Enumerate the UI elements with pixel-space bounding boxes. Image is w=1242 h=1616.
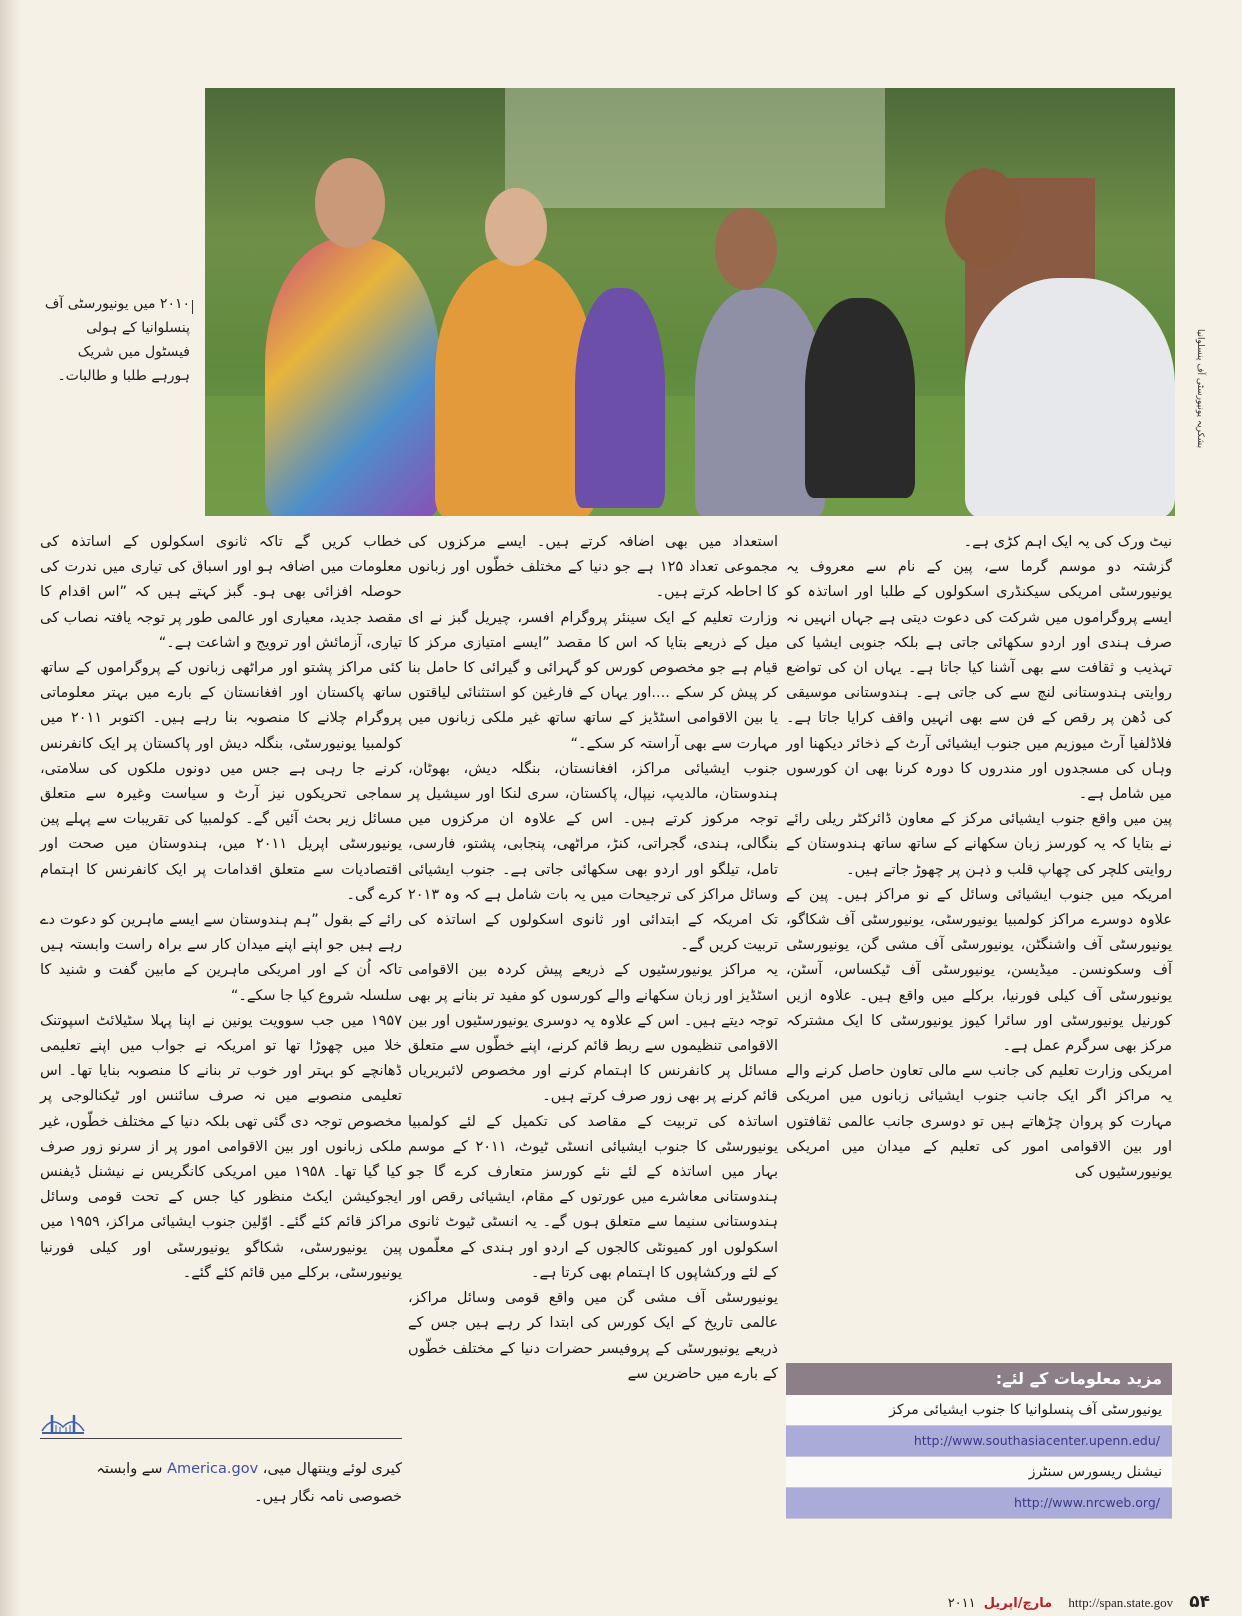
caption-pointer [192,300,193,314]
paragraph: گزشتہ دو موسم گرما سے، پین کے نام سے معروف یہ یونیورسٹی امریکی سیکنڈری اسکولوں کے طلبا اور اساتذہ کو ایسے پروگراموں میں شرکت کی دعوت دیتی ہے جہاں انہیں نہ صرف ہندی اور اردو سکھائی جاتی ہے بلکہ جنوبی ایشیا کی تہذیب و ثقافت سے بھی آشنا کیا جاتا ہے۔ یہاں ان کی تواضع روایتی ہندوستانی لنچ سے کی جاتی ہے۔ ہندوستانی موسیقی کی دُھن پر رقص کے فن سے بھی انہیں واقف کرایا جاتا ہے۔ فلاڈلفیا آرٹ میوزیم میں جنوب ایشیائی آرٹ کے ذخائر دیکھنا اور وہاں کی مسجدوں اور مندروں کا دورہ کرنا بھی ان کورسوں میں شامل ہے۔ [786,559,1172,803]
photo-student-head [715,208,777,290]
paragraph: امریکہ میں جنوب ایشیائی وسائل کے نو مراکز ہیں۔ پین کے علاوہ دوسرے مراکز کولمبیا یونیورسٹی، یونیورسٹی آف شکاگو، یونیورسٹی آف واشنگٹن، یونیورسٹی آف مشی گن، یونیورسٹی آف وسکونسن۔ میڈیسن، یونیورسٹی آف ٹیکساس، آسٹن، یونیورسٹی آف کیلی فورنیا، برکلے میں واقع ہیں۔ علاوہ ازیں کورنیل یونیورسٹی اور سائرا کیوز یونیورسٹی کا ایک مشترکہ مرکز بھی سرگرم عمل ہے۔ [786,886,1172,1055]
page-edge-shadow [0,0,20,1616]
author-divider [40,1438,402,1439]
photo-student-head [485,188,547,266]
author-name: کیری لوئے وینتھال میی، [258,1461,402,1477]
article-column-left [40,530,402,1286]
paragraph: جنوب ایشیائی مراکز، افغانستان، بنگلہ دیش، بھوٹان، ہندوستان، مالدیپ، نیپال، پاکستان، سری لنکا اور سیشیل پر توجہ مرکوز کرتے ہیں۔ اس کے علاوہ ان مرکزوں میں بنگالی، ہندی، گجراتی، کنڑ، مراٹھی، پنجابی، پشتو، فارسی، تامل، تیلگو اور اردو بھی سکھائی جاتی ہے۔ جنوب ایشیائی وسائل مراکز کی ترجیحات میں یہ بات شامل ہے کہ وہ ۲۰۱۳ تک امریکہ کے ابتدائی اور ثانوی اسکولوں کے اساتذہ کی تربیت کریں گے۔ [408,760,778,954]
author-site-link[interactable]: America.gov [167,1461,259,1477]
paragraph: استعداد میں بھی اضافہ کرتے ہیں۔ ایسے مرکزوں کی مجموعی تعداد ۱۲۵ ہے جو دنیا کے مختلف خطّوں اور زبانوں کا احاطہ کرتے ہیں۔ [408,534,778,601]
more-info-box [786,1363,1172,1515]
photo-credit: بشکریہ یونیورسٹی آف پنسلوانیا [1195,328,1205,448]
issue-year: ۲۰۱۱ [947,1596,976,1611]
info-link[interactable]: http://www.southasiacenter.upenn.edu/ [786,1426,1172,1457]
paragraph: پین میں واقع جنوب ایشیائی مرکز کے معاون ڈائرکٹر ریلی رائے نے بتایا کہ یہ کورسز زبان سکھانے کے ساتھ ساتھ ہندوستان کے روایتی کلچر کی چھاپ قلب و ذہن پر چھوڑ جاتے ہیں۔ [786,811,1172,878]
photo-student-black [805,298,915,498]
page-footer [870,1592,1210,1612]
author-note [40,1455,402,1511]
paragraph: اساتذہ کی تربیت کے مقاصد کی تکمیل کے لئے کولمبیا یونیورسٹی کا جنوب ایشیائی انسٹی ٹیوٹ، ۲۰۱۱ کے موسم بہار میں اساتذہ کے لئے نئے کورسز متعارف کرے گا جو ہندوستانی معاشرے میں عورتوں کے مقام، ایشیائی رقص اور ہندوستانی سنیما سے متعلق ہوں گے۔ یہ انسٹی ٹیوٹ ثانوی اسکولوں اور کمیونٹی کالجوں کے اردو اور ہندی کے معلّموں کے لئے ورکشاپوں کا اہتمام بھی کرتا ہے۔ [408,1113,778,1281]
photo-student-head [945,168,1023,268]
footer-url[interactable]: http://span.state.gov [1068,1595,1174,1610]
paragraph: ۱۹۵۷ میں جب سوویت یونین نے اپنا پہلا سٹیلائٹ اسپوتنک خلا میں چھوڑا تھا تو امریکہ نے جواب میں اپنے تعلیمی ڈھانچے کو بہتر اور خوب تر بنانے کا منصوبہ بنایا تھا۔ اس تعلیمی منصوبے میں نہ صرف سائنس اور ٹیکنالوجی پر مخصوص توجہ دی گئی تھی بلکہ دنیا کے مختلف خطّوں، غیر ملکی زبانوں اور بین الاقوامی امور پر از سرنو زور صرف کیا گیا تھا۔ ۱۹۵۸ میں امریکی کانگریس نے نیشنل ڈیفنس ایجوکیشن ایکٹ منظور کیا جس کے تحت قومی وسائل مراکز قائم کئے گئے۔ اوّلین جنوب ایشیائی مراکز، ۱۹۵۹ میں پین یونیورسٹی، شکاگو یونیورسٹی اور کیلی فورنیا یونیورسٹی، برکلے میں قائم کئے گئے۔ [40,1012,402,1281]
bridge-icon [40,1411,86,1437]
paragraph: خطاب کریں گے تاکہ ثانوی اسکولوں کے اساتذہ کی معلومات میں اضافہ ہو اور اسباق کی تیاری میں ندرت کی حوصلہ افزائی بھی ہو۔ گبز کہتے ہیں کہ ”اس اقدام کا مقصد جدید، معیاری اور عالمی طور پر توجہ یافتہ نصاب کی تیاری، آزمائش اور ترویج و اشاعت ہے۔“ [40,534,402,651]
paragraph: وزارت تعلیم کے ایک سینئر پروگرام افسر، چیریل گبز نے ای میل کے ذریعے بتایا کہ اس کا مقصد ”ایسے امتیازی مرکز کا قیام ہے جو مخصوص کورس کو گہرائی و گیرائی کا حامل بنا کر پیش کر سکے ....اور یہاں کے فارغین کو استثنائی لیاقتوں یا بین الاقوامی اسٹڈیز کے ساتھ ساتھ غیر ملکی زبانوں میں مہارت سے بھی آراستہ کر سکے۔“ [408,609,778,752]
page-number: ۵۴ [1189,1592,1210,1612]
info-link[interactable]: http://www.nrcweb.org/ [786,1488,1172,1519]
more-info-header: مزید معلومات کے لئے: [786,1363,1172,1395]
paragraph: یہ مراکز یونیورسٹیوں کے ذریعے پیش کردہ بین الاقوامی اسٹڈیز اور زبان سکھانے والے کورسوں کو مفید تر بنانے پر بھی توجہ دیتے ہیں۔ اس کے علاوہ یہ دوسری یونیورسٹیوں اور بین الاقوامی تنظیموں سے ربط قائم کرنے، اپنے خطّوں سے متعلق مسائل پر کانفرنس کا اہتمام کرنے اور مخصوص لائبریریاں قائم کرنے پر بھی زور صرف کرتے ہیں۔ [408,962,778,1105]
article-column-right [786,530,1172,1185]
photo-student-head [315,158,385,248]
issue-label: مارچ/اپریل [983,1596,1053,1611]
photo-sky [505,88,885,208]
paragraph: رائے کے بقول ”ہم ہندوستان سے ایسے ماہرین کو دعوت دے رہے ہیں جو اپنے اپنے میدان کار سے براہ راست وابستہ ہیں تاکہ اُن کے اور امریکی ماہرین کے مابین گفت و شنید کا سلسلہ شروع کیا جا سکے۔“ [40,912,402,1004]
paragraph: کئی مراکز پشتو اور مراٹھی زبانوں کے پروگراموں کے ساتھ ساتھ پاکستان اور افغانستان کے بارے میں بہتر معلوماتی پروگرام چلانے کا منصوبہ بنا رہے ہیں۔ اکتوبر ۲۰۱۱ میں کولمبیا یونیورسٹی، بنگلہ دیش اور پاکستان پر ایک کانفرنس کرنے جا رہی ہے جس میں دونوں ملکوں کی سلامتی، سماجی تحریکوں نیز آرٹ و سیاست وغیرہ سے متعلق مسائل زیر بحث آئیں گے۔ کولمبیا کی تقریبات سے پہلے پین یونیورسٹی اپریل ۲۰۱۱ میں، ہندوستان میں صحت اور اقتصادیات سے متعلق اقدامات پر ایک کانفرنس کا اہتمام کرے گی۔ [40,660,403,903]
photo-caption: ۲۰۱۰ میں یونیورسٹی آف پنسلوانیا کے ہولی فیسٹول میں شریک ہورہے طلبا و طالبات۔ [44,296,190,384]
photo-student-orange [435,258,595,516]
photo-student-tiedye [265,238,440,516]
article-column-middle [408,530,778,1387]
info-org-name: نیشنل ریسورس سنٹرز [786,1457,1172,1488]
photo-student-purple [575,288,665,508]
paragraph: یونیورسٹی آف مشی گن میں واقع قومی وسائل مراکز، عالمی تاریخ کے ایک کورس کی ابتدا کر رہے ہیں جس کے ذریعے یونیورسٹی کے پروفیسر حضرات دنیا کے مختلف خطّوں کے بارے میں حاضرین سے [408,1290,778,1382]
author-affiliation: سے وابستہ خصوصی نامہ نگار ہیں۔ [96,1461,402,1505]
info-org-name: یونیورسٹی آف پنسلوانیا کا جنوب ایشیائی مرکز [786,1395,1172,1426]
paragraph: امریکی وزارت تعلیم کی جانب سے مالی تعاون حاصل کرنے والے یہ مراکز اگر ایک جانب جنوب ایشیائی زبانوں میں امریکی مہارت کو پروان چڑھاتے ہیں تو دوسری جانب عالمی ثقافتوں اور بین الاقوامی امور کی تعلیم کے میدان میں امریکی یونیورسٹیوں کی [786,1063,1172,1181]
paragraph: نیٹ ورک کی یہ ایک اہم کڑی ہے۔ [963,534,1172,550]
holi-festival-photo [205,88,1175,516]
photo-student-white [965,278,1175,516]
